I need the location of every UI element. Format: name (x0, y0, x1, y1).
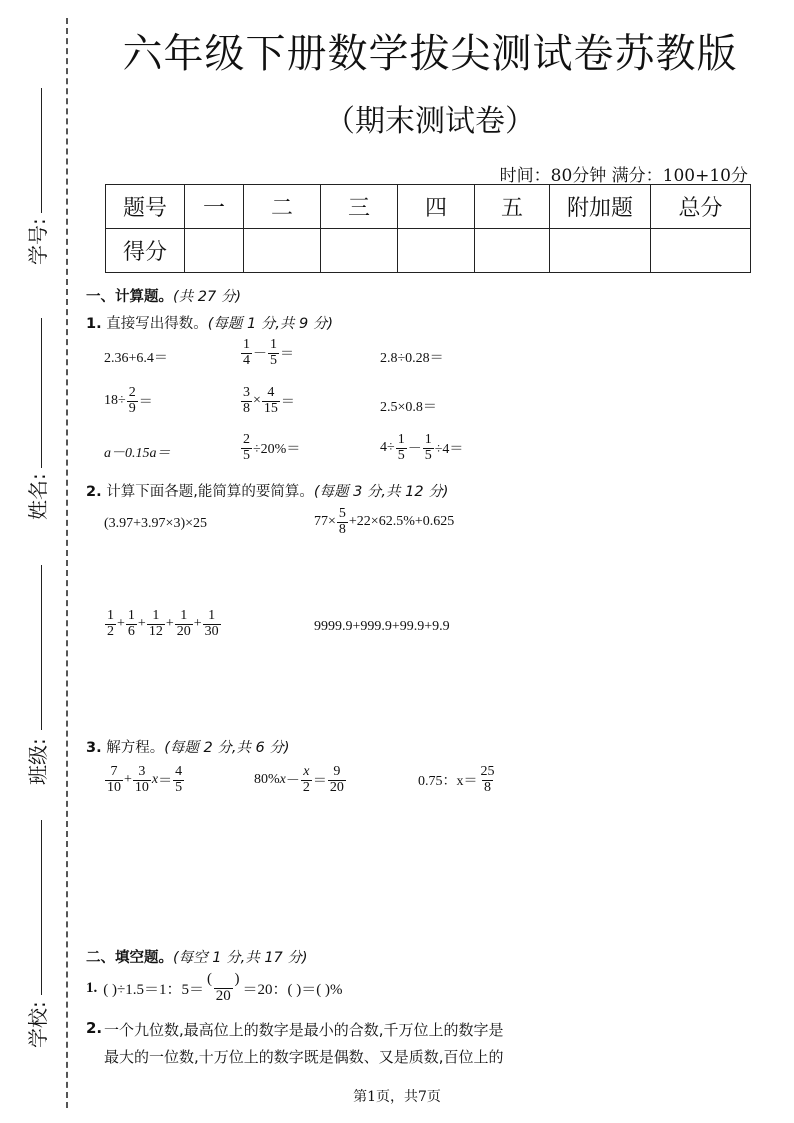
expr-5: $\frac{3}{8}$ × $\frac{4}{15}$ ＝ (243, 385, 295, 416)
table-cell: 附加题 (550, 185, 651, 229)
fill-question-2-line-1: 一个九位数,最高位上的数字是最小的合数,千万位上的数字是 (104, 1021, 504, 1039)
score-input-cell[interactable] (398, 229, 475, 273)
expr-7: a－0.15a＝ (104, 446, 171, 461)
score-input-cell[interactable] (651, 229, 751, 273)
score-input-cell[interactable] (475, 229, 550, 273)
exam-meta: 时间：80分钟 满分：100+10分 (499, 166, 748, 186)
calc-4: 9999.9+999.9+99.9+9.9 (314, 619, 450, 634)
question-1-2: 2. 计算下面各题,能简算的要简算。(每题 3 分,共 12 分) (86, 484, 449, 500)
expr-2: $\frac{1}{4}$ － $\frac{1}{5}$ ＝ (243, 337, 294, 368)
score-input-cell[interactable] (321, 229, 398, 273)
section1-heading: 一、计算题。(共 27 分) (86, 289, 241, 305)
equation-2: 80% x － $\frac{x}{2}$ ＝ $\frac{9}{20}$ (254, 764, 344, 795)
class-line[interactable] (41, 565, 42, 730)
table-cell: 三 (321, 185, 398, 229)
binding-dashed-line (66, 18, 68, 1108)
page-title: 六年级下册数学拔尖测试卷苏教版 (122, 31, 738, 77)
table-cell: 得分 (106, 229, 185, 273)
student-id-label: 学号: (26, 218, 50, 265)
page-footer: 第1页，共7页 (353, 1089, 441, 1105)
fill-question-2-line-2: 最大的一位数,十万位上的数字既是偶数、又是质数,百位上的 (104, 1048, 504, 1066)
table-cell: 五 (475, 185, 550, 229)
expr-8: $\frac{2}{5}$ ÷20%＝ (243, 432, 301, 463)
score-input-cell[interactable] (550, 229, 651, 273)
calc-3: $\frac{1}{2}$ + $\frac{1}{6}$ + $\frac{1}{12}$ + $\frac{1}{20}$ + $\frac{1}{30}$ (107, 608, 219, 639)
table-cell: 总分 (651, 185, 751, 229)
calc-1: (3.97+3.97×3)×25 (104, 516, 208, 531)
class-label: 班级: (26, 738, 50, 785)
expr-3: 2.8÷0.28＝ (380, 351, 444, 366)
table-cell: 四 (398, 185, 475, 229)
table-cell: 题号 (106, 185, 185, 229)
section2-heading: 二、填空题。(每空 1 分,共 17 分) (86, 950, 308, 966)
page-subtitle: （期末测试卷） (325, 104, 535, 139)
fill-question-2-num: 2. (86, 1019, 103, 1037)
name-line[interactable] (41, 318, 42, 468)
score-table-header-row (106, 185, 751, 229)
equation-1: $\frac{7}{10}$ + $\frac{3}{10}$ x ＝ $\frac{4}{5}$ (107, 764, 183, 795)
table-cell: 一 (185, 185, 244, 229)
question-1-3: 3. 解方程。(每题 2 分,共 6 分) (86, 740, 290, 756)
fill-question-1: 1. ( )÷1.5＝1：5＝ $\frac{( )}{20}$ ＝20：( )＝( )% (86, 971, 343, 1004)
name-label: 姓名: (26, 473, 50, 520)
score-table (105, 184, 751, 273)
school-line[interactable] (41, 820, 42, 995)
expr-1: 2.36+6.4＝ (104, 351, 168, 366)
score-input-cell[interactable] (185, 229, 244, 273)
calc-2: 77× $\frac{5}{8}$ +22×62.5%+0.625 (314, 506, 455, 537)
expr-4: 18÷ $\frac{2}{9}$ ＝ (104, 385, 153, 416)
expr-9: 4÷ $\frac{1}{5}$ － $\frac{1}{5}$ ÷4＝ (380, 432, 464, 463)
score-table-score-row (106, 229, 751, 273)
student-id-line[interactable] (41, 88, 42, 213)
school-label: 学校: (26, 1001, 50, 1048)
score-input-cell[interactable] (244, 229, 321, 273)
question-1-1: 1. 直接写出得数。(每题 1 分,共 9 分) (86, 316, 334, 332)
expr-6: 2.5×0.8＝ (380, 400, 437, 415)
table-cell: 二 (244, 185, 321, 229)
equation-3: 0.75：x＝ $\frac{25}{8}$ (418, 764, 495, 795)
